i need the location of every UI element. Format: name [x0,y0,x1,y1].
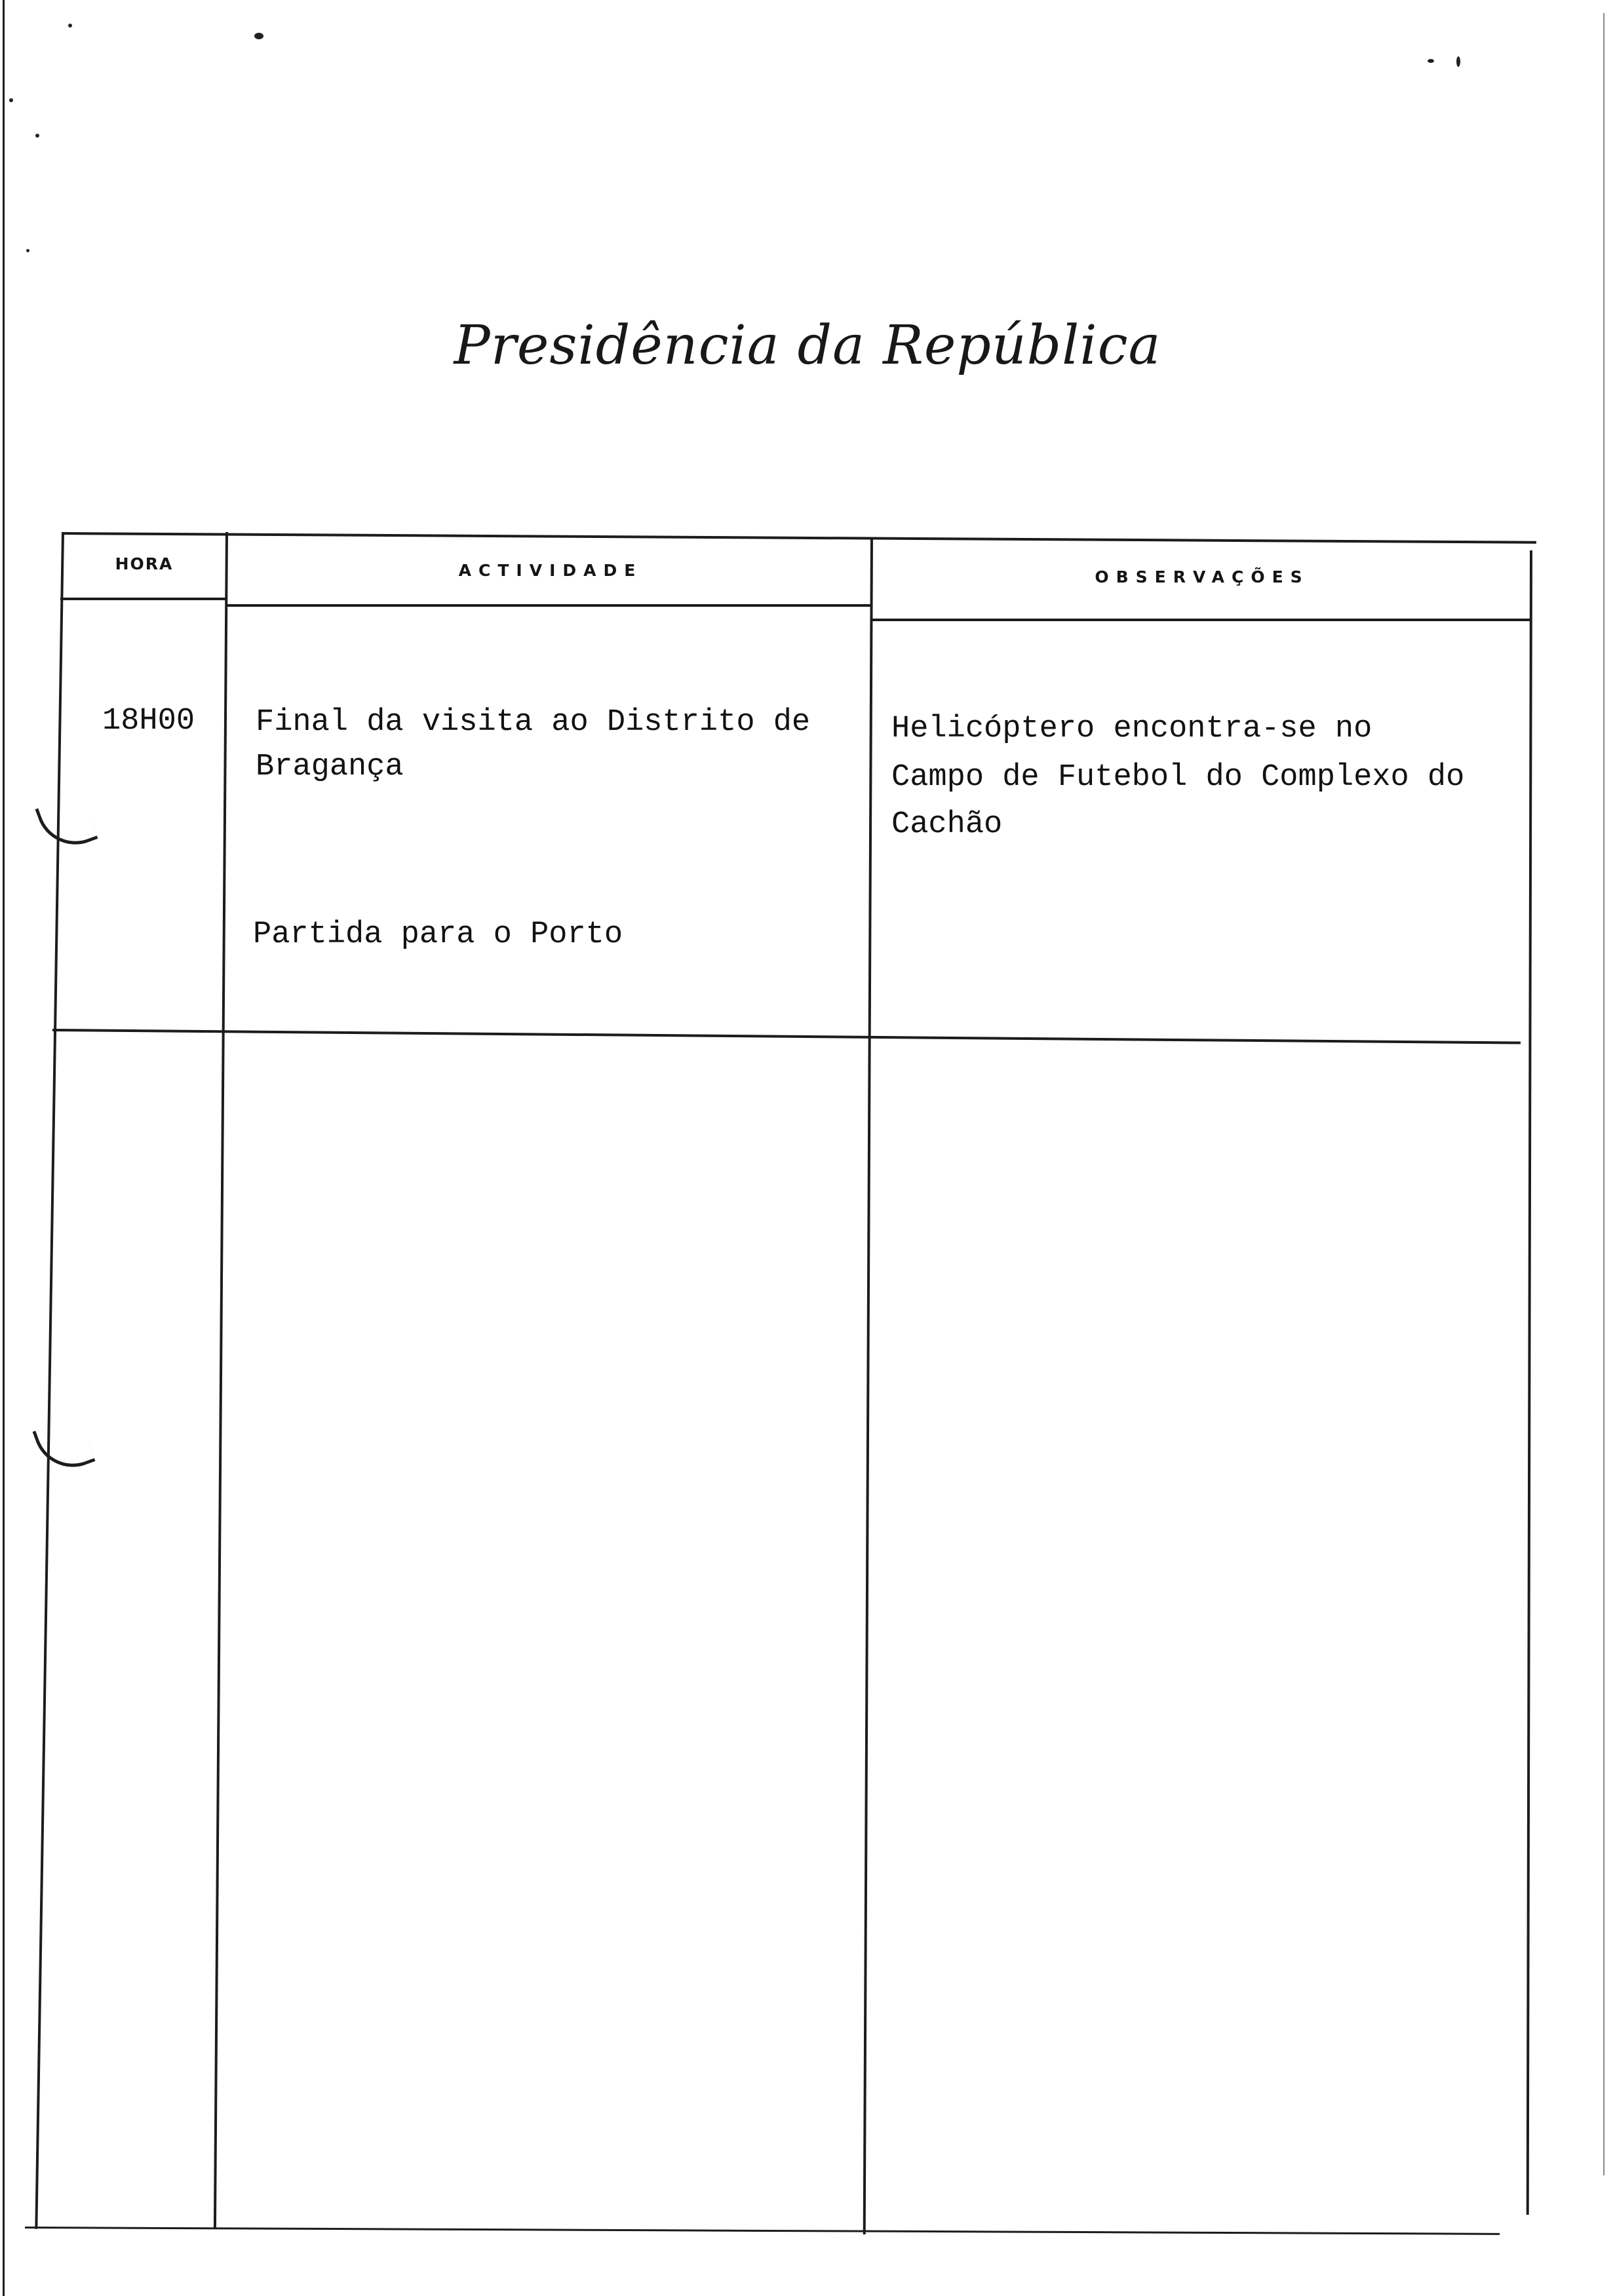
activity-line: Final da visita ao Distrito de [256,705,811,740]
scan-speck [35,134,39,138]
activity-line: Bragança [256,750,404,784]
header-bottom-rule-observacoes [870,619,1530,621]
observation-line: Helicóptero encontra-se no [891,712,1372,746]
column-header-observacoes: OBSERVAÇÕES [1095,567,1310,586]
column-header-actividade: ACTIVIDADE [458,561,643,580]
binder-ring-mark [35,792,98,855]
observation-line: Cachão [891,807,1003,842]
column-line-left [35,532,64,2229]
activity-departure: Partida para o Porto [253,917,623,952]
scan-speck [1428,59,1434,63]
scan-speck [26,249,29,252]
header-bottom-rule-actividade [225,604,870,607]
binder-ring-mark [32,1415,95,1478]
observation-line: Campo de Futebol do Complexo do [891,760,1465,795]
column-line-right [1527,550,1532,2215]
row-bottom-rule [52,1029,1521,1044]
table-top-border [62,532,1536,544]
hora-cell: 18H00 [102,704,195,738]
header-bottom-rule-hora [60,598,225,600]
scan-speck [1456,56,1460,67]
table-bottom-border [25,2227,1500,2235]
scan-speck [68,24,72,28]
scan-speck [254,33,263,39]
letterhead: Presidência da República [454,315,1161,377]
column-line-actividade [863,537,873,2234]
column-line-hora [214,532,228,2229]
column-header-hora: HORA [115,554,174,573]
scan-speck [9,98,13,102]
